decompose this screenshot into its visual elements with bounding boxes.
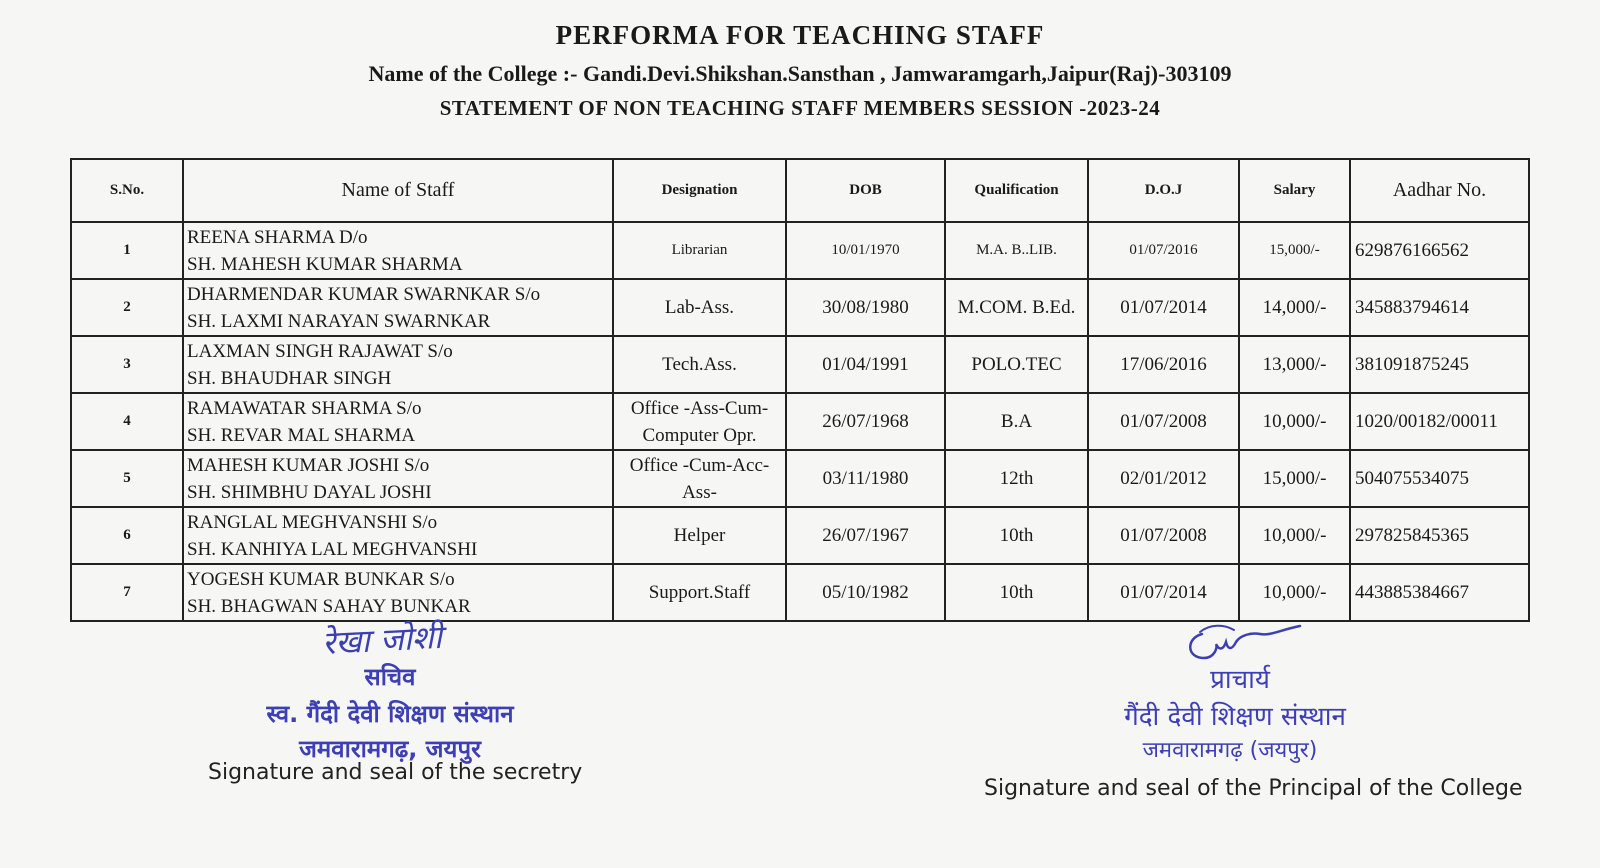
cell-doj: 01/07/2014 (1088, 279, 1239, 336)
header-doj: D.O.J (1088, 159, 1239, 222)
cell-qualification: 10th (945, 507, 1088, 564)
cell-sno: 2 (71, 279, 183, 336)
table-row (71, 393, 1529, 450)
cell-sno: 6 (71, 507, 183, 564)
name-line-1: LAXMAN SINGH RAJAWAT S/o (187, 340, 453, 362)
cell-dob: 10/01/1970 (786, 222, 945, 279)
cell-dob: 03/11/1980 (786, 450, 945, 507)
cell-qualification: POLO.TEC (945, 336, 1088, 393)
cell-doj: 01/07/2008 (1088, 393, 1239, 450)
cell-doj: 17/06/2016 (1088, 336, 1239, 393)
cell-aadhar: 345883794614 (1350, 279, 1529, 336)
cell-doj: 01/07/2008 (1088, 507, 1239, 564)
principal-seal-org: गैंदी देवी शिक्षण संस्थान (1124, 702, 1346, 732)
header-salary: Salary (1239, 159, 1350, 222)
name-line-2: SH. REVAR MAL SHARMA (187, 424, 416, 446)
cell-salary: 14,000/- (1239, 279, 1350, 336)
table-row (71, 564, 1529, 621)
page-title: PERFORMA FOR TEACHING STAFF (555, 20, 1045, 50)
cell-salary: 15,000/- (1239, 222, 1350, 279)
cell-doj: 01/07/2016 (1088, 222, 1239, 279)
name-line-1: RAMAWATAR SHARMA S/o (187, 397, 422, 419)
cell-doj: 01/07/2014 (1088, 564, 1239, 621)
cell-designation: Support.Staff (613, 564, 786, 621)
cell-aadhar: 504075534075 (1350, 450, 1529, 507)
principal-caption: Signature and seal of the Principal of the College (984, 776, 1523, 801)
principal-seal-title: प्राचार्य (1210, 665, 1270, 695)
secretary-signature: रेखा जोशी (321, 617, 443, 663)
cell-sno: 4 (71, 393, 183, 450)
cell-sno: 1 (71, 222, 183, 279)
cell-designation: Tech.Ass. (613, 336, 786, 393)
cell-designation: Lab-Ass. (613, 279, 786, 336)
cell-sno: 3 (71, 336, 183, 393)
cell-dob: 05/10/1982 (786, 564, 945, 621)
name-line-2: SH. MAHESH KUMAR SHARMA (187, 253, 463, 275)
cell-dob: 26/07/1968 (786, 393, 945, 450)
table-row (71, 222, 1529, 279)
cell-name (183, 279, 613, 336)
cell-aadhar: 381091875245 (1350, 336, 1529, 393)
cell-salary: 10,000/- (1239, 564, 1350, 621)
cell-aadhar: 629876166562 (1350, 222, 1529, 279)
header-designation: Designation (613, 159, 786, 222)
cell-name (183, 564, 613, 621)
name-line-1: MAHESH KUMAR JOSHI S/o (187, 454, 430, 476)
cell-name (183, 222, 613, 279)
name-line-1: DHARMENDAR KUMAR SWARNKAR S/o (187, 283, 541, 305)
cell-name (183, 336, 613, 393)
principal-seal-place: जमवारामगढ़ (जयपुर) (1142, 738, 1318, 763)
secretary-seal-title: सचिव (364, 663, 416, 691)
cell-aadhar: 1020/00182/00011 (1350, 393, 1529, 450)
cell-qualification: B.A (945, 393, 1088, 450)
table-row (71, 450, 1529, 507)
cell-aadhar: 443885384667 (1350, 564, 1529, 621)
name-line-2: SH. BHAGWAN SAHAY BUNKAR (187, 595, 471, 617)
cell-dob: 01/04/1991 (786, 336, 945, 393)
secretary-caption: Signature and seal of the secretry (208, 760, 583, 785)
cell-dob: 26/07/1967 (786, 507, 945, 564)
college-name: Name of the College :- Gandi.Devi.Shikshan.Sansthan , Jamwaramgarh,Jaipur(Raj)-303109 (368, 61, 1232, 86)
cell-qualification: 12th (945, 450, 1088, 507)
cell-designation: Office -Cum-Acc-Ass- (613, 450, 786, 507)
cell-qualification: 10th (945, 564, 1088, 621)
table-row (71, 507, 1529, 564)
cell-name (183, 450, 613, 507)
cell-designation: Librarian (613, 222, 786, 279)
cell-salary: 13,000/- (1239, 336, 1350, 393)
secretary-seal-org: स्व. गैंदी देवी शिक्षण संस्थान (266, 700, 514, 728)
statement-heading: STATEMENT OF NON TEACHING STAFF MEMBERS SESSION -2023-24 (439, 96, 1161, 120)
name-line-2: SH. LAXMI NARAYAN SWARNKAR (187, 310, 491, 332)
principal-signature-icon (1180, 618, 1320, 666)
name-line-1: YOGESH KUMAR BUNKAR S/o (187, 568, 455, 590)
cell-doj: 02/01/2012 (1088, 450, 1239, 507)
table-header-row (71, 159, 1529, 222)
name-line-2: SH. SHIMBHU DAYAL JOSHI (187, 481, 432, 503)
name-line-2: SH. BHAUDHAR SINGH (187, 367, 392, 389)
cell-aadhar: 297825845365 (1350, 507, 1529, 564)
header-aadhar: Aadhar No. (1350, 159, 1529, 222)
name-line-2: SH. KANHIYA LAL MEGHVANSHI (187, 538, 478, 560)
cell-qualification: M.COM. B.Ed. (945, 279, 1088, 336)
name-line-1: REENA SHARMA D/o (187, 226, 368, 248)
header-dob: DOB (786, 159, 945, 222)
table-row (71, 279, 1529, 336)
cell-salary: 10,000/- (1239, 507, 1350, 564)
cell-sno: 7 (71, 564, 183, 621)
cell-designation: Office -Ass-Cum-Computer Opr. (613, 393, 786, 450)
cell-salary: 15,000/- (1239, 450, 1350, 507)
name-line-1: RANGLAL MEGHVANSHI S/o (187, 511, 438, 533)
header-qualification: Qualification (945, 159, 1088, 222)
secretary-seal-place: जमवारामगढ़, जयपुर (299, 735, 481, 763)
staff-table (70, 158, 1530, 622)
header-name: Name of Staff (183, 159, 613, 222)
cell-salary: 10,000/- (1239, 393, 1350, 450)
header-sno: S.No. (71, 159, 183, 222)
cell-dob: 30/08/1980 (786, 279, 945, 336)
table-row (71, 336, 1529, 393)
cell-qualification: M.A. B..LIB. (945, 222, 1088, 279)
cell-designation: Helper (613, 507, 786, 564)
cell-sno: 5 (71, 450, 183, 507)
cell-name (183, 393, 613, 450)
cell-name (183, 507, 613, 564)
